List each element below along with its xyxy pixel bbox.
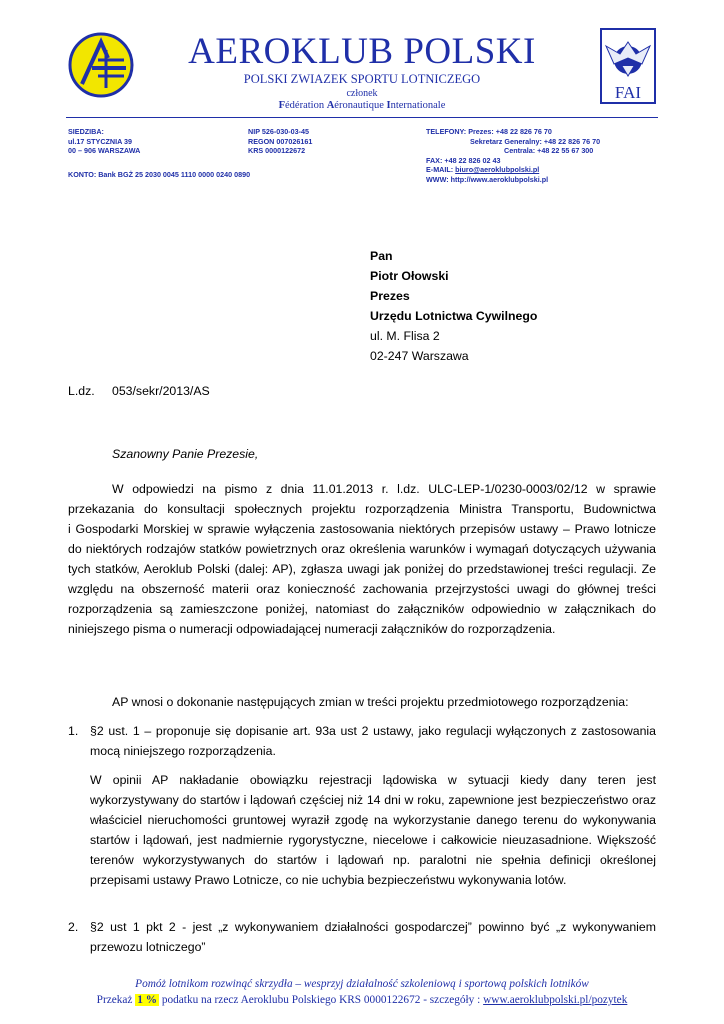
registration-block: NIP 526-030-03-45 REGON 007026161 KRS 0000122672 xyxy=(248,127,313,156)
fai-logo xyxy=(600,28,656,104)
club-member-label: członek xyxy=(346,88,378,99)
email-link[interactable]: biuro@aeroklubpolski.pl xyxy=(455,165,540,175)
percent-highlight: 1 % xyxy=(137,994,158,1006)
fai-logo-text: FAI xyxy=(614,83,642,102)
contact-block: TELEFONY: Prezes: +48 22 826 76 70 Sekretarz Generalny: +48 22 826 76 70 Centrala: +48 22 55 67 300 FAX: +48 22 826 02 43 E-MAIL: biuro@aeroklubpolski.pl WWW: http://www.aeroklubpolski.pl xyxy=(426,127,601,184)
footer-donation: Przekaż 1 % podatku na rzecz Aeroklubu Polskiego KRS 0000122672 - szczegóły : www.aeroklubpolski.pl/pozytek xyxy=(96,994,628,1006)
recipient-address: Pan Piotr Ołowski Prezes Urzędu Lotnictwa Cywilnego ul. M. Flisa 2 02-247 Warszawa xyxy=(370,249,538,363)
address-block: SIEDZIBA: ul.17 STYCZNIA 39 00 – 906 WARSZAWA xyxy=(68,127,141,156)
list-item: §2 ust. 1 – proponuje się dopisanie art. 93a ust 2 ustawy, jako regulacji wyłączonych z zastosowania mocą niniejszego rozporządzenia. xyxy=(90,724,656,758)
bank-account: KONTO: Bank BGŻ 25 2030 0045 1110 0000 0240 0890 xyxy=(68,170,251,179)
salutation: Szanowny Panie Prezesie, xyxy=(112,447,259,461)
footer-link[interactable]: www.aeroklubpolski.pl/pozytek xyxy=(483,994,628,1006)
footer-appeal: Pomóż lotnikom rozwinąć skrzydła – wesprzyj działalność szkoleniową i sportową polskich lotników xyxy=(135,978,589,990)
list-number: 2. xyxy=(68,920,79,934)
header-divider xyxy=(66,117,658,118)
paragraph-requests: AP wnosi o dokonanie następujących zmian w treści projektu przedmiotowego rozporządzenia: xyxy=(112,695,629,709)
club-subtitle: POLSKI ZWIAZEK SPORTU LOTNICZEGO xyxy=(243,72,481,86)
list-item: §2 ust 1 pkt 2 - jest „z wykonywaniem działalności gospodarczej” powinno być „z wykonywaniem przewozu lotniczego” xyxy=(90,920,656,954)
fai-full-name: Fédération Aéronautique Internationale xyxy=(278,100,446,111)
reference-number: 053/sekr/2013/AS xyxy=(112,384,210,398)
reference-label: L.dz. xyxy=(68,384,95,398)
paragraph-intro: W odpowiedzi na pismo z dnia 11.01.2013 r. l.dz. ULC-LEP-1/0230-0003/02/12 w sprawie przekazania do konsultacji społecznych projektu rozporządzenia Ministra Transportu, Budownictwa i Gospodarki Morskiej w sprawie wyłączenia zastosowania niektórych przepisów ustawy – Prawo lotnicze do niektórych rodzajów statków powietrznych oraz określenia warunków i wymagań dotyczących używania tych statków, Aeroklub Polski (dalej: AP), zgłasza uwagi jak poniżej do przedstawionej treści regulacji. Ze względu na obszerność materii oraz konieczność zachowania przejrzystości uwagi do głównej treści rozporządzenia są zamieszczone poniżej, natomiast do załączników odpowiednio w załącznikach do niniejszego pisma o numeracji odpowiadającej numeracji załączników do rozporządzenia. xyxy=(68,482,656,636)
list-number: 1. xyxy=(68,724,79,738)
club-name: AEROKLUB POLSKI xyxy=(188,31,536,72)
www-link[interactable]: WWW: http://www.aeroklubpolski.pl xyxy=(426,174,549,184)
list-item-comment: W opinii AP nakładanie obowiązku rejestracji lądowiska w sytuacji kiedy dany teren jest wykorzystywany do startów i lądowań częściej niż 14 dni w roku, zapewnione jest bezpieczeństwo oraz właściciel nieruchomości gruntowej wyraził zgodę na wykorzystanie danego terenu do wykonywania startów i lądowań, jest nadmiernie rygorystyczne, niecelowe i całkowicie nieuzasadnione. Większość terenów wykorzystywanych do startów i lądowań np. paralotni nie spełnia definicji określonej przepisami ustawy Prawo Lotnicze, co nie uchybia bezpieczeństwu wykonywania lotów. xyxy=(90,773,656,887)
